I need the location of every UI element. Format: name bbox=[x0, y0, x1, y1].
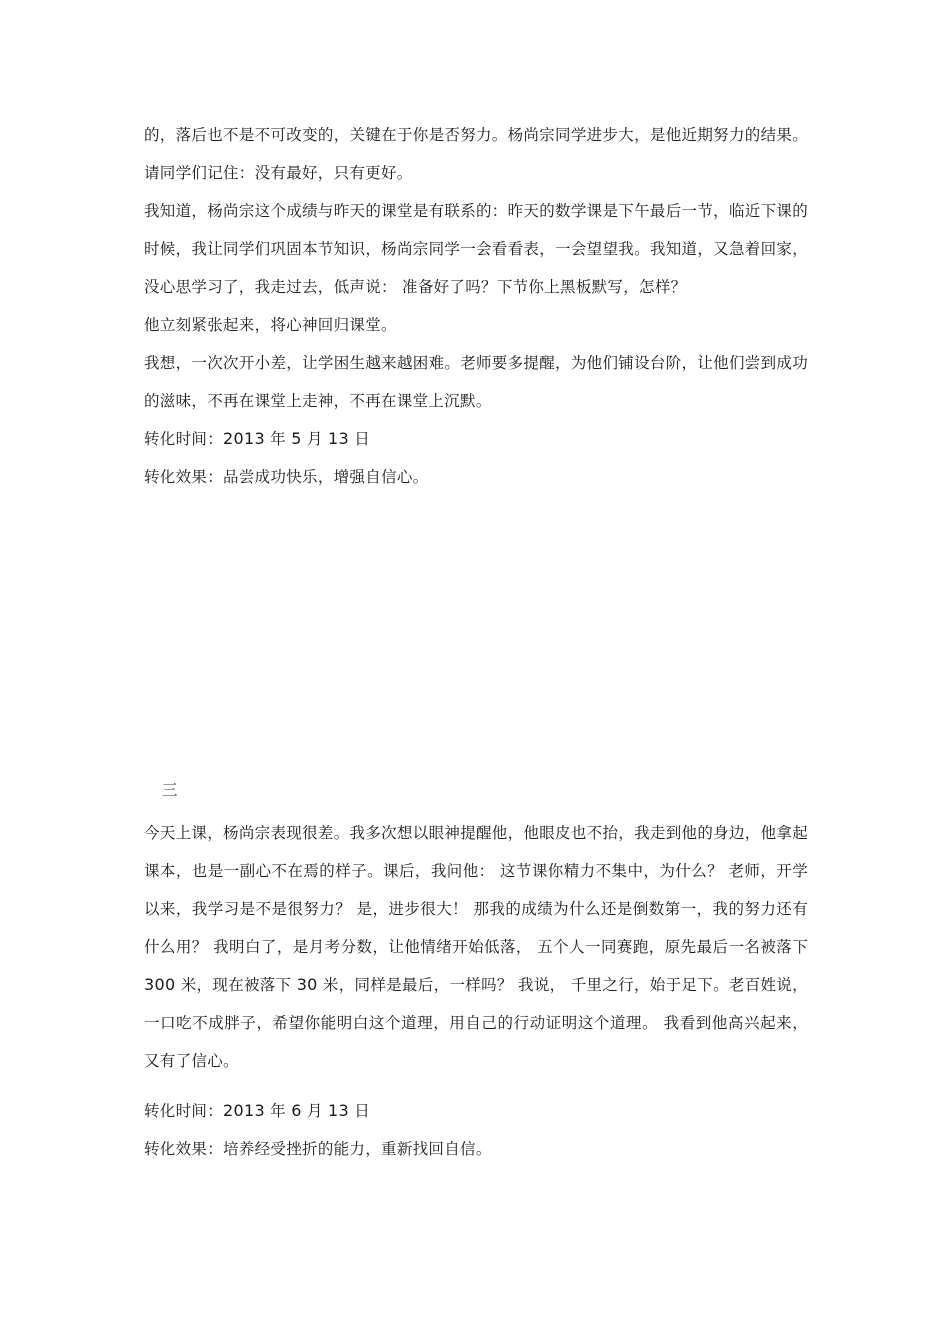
conversion-year: 2013 bbox=[223, 1101, 265, 1120]
conversion-time-2 bbox=[144, 1092, 370, 1130]
paragraph-text-part1: 今天上课，杨尚宗表现很差。我多次想以眼神提醒他，他眼皮也不抬，我走到他的身边，他拿起课本，也是一副心不在焉的样子。课后，我问他： 这节课你精力不集中，为什么？ 老师，开学以来，我学习是不是很努力？ 是，进步很大！ 那我的成绩为什么还是倒数第一，我的努力还有什么用？ 我明白了，是月考分数，让他情绪开始低落， 五个人一同赛跑，原先最后一名被落下 bbox=[144, 824, 808, 956]
section-heading-three: 三 bbox=[162, 781, 178, 799]
paragraph-poor-performance bbox=[144, 814, 808, 1080]
paragraph-text-part2: 米，现在被落下 bbox=[180, 976, 292, 994]
distance-value-300: 300 bbox=[144, 975, 176, 994]
paragraph-teacher-reflection: 我想，一次次开小差，让学困生越来越困难。老师要多提醒，为他们铺设台阶，让他们尝到成功的滋味，不再在课堂上走神，不再在课堂上沉默。 bbox=[144, 354, 808, 410]
conversion-effect-label: 转化效果： bbox=[144, 1140, 224, 1158]
conversion-effect-label: 转化效果： bbox=[144, 468, 224, 486]
paragraph-progress-conclusion: 的，落后也不是不可改变的，关键在于你是否努力。杨尚宗同学进步大，是他近期努力的结果。请同学们记住：没有最好，只有更好。 bbox=[144, 126, 808, 182]
conversion-year-unit: 年 bbox=[270, 430, 286, 448]
paragraph-text-part3: 米，同样是最后，一样吗？ 我说， 千里之行，始于足下。老百姓说，一口吃不成胖子，希望你能明白这个道理，用自己的行动证明这个道理。 我看到他高兴起来，又有了信心。 bbox=[144, 976, 808, 1070]
paragraph-attention-return: 他立刻紧张起来，将心神回归课堂。 bbox=[144, 316, 397, 334]
conversion-time-label: 转化时间： bbox=[144, 430, 224, 448]
conversion-effect-text: 培养经受挫折的能力，重新找回自信。 bbox=[223, 1140, 492, 1158]
conversion-day: 13 bbox=[327, 429, 349, 448]
conversion-year: 2013 bbox=[223, 429, 265, 448]
distance-value-30: 30 bbox=[296, 975, 318, 994]
conversion-time-1 bbox=[144, 420, 370, 458]
conversion-month-unit: 月 bbox=[306, 1102, 323, 1120]
conversion-day: 13 bbox=[327, 1101, 349, 1120]
conversion-year-unit: 年 bbox=[270, 1102, 286, 1120]
paragraph-classroom-story: 我知道，杨尚宗这个成绩与昨天的课堂是有联系的：昨天的数学课是下午最后一节，临近下课的时候，我让同学们巩固本节知识，杨尚宗同学一会看看表，一会望望我。我知道，又急着回家，没心思学习了，我走过去，低声说： 准备好了吗？下节你上黑板默写，怎样？ bbox=[144, 202, 808, 296]
conversion-effect-1 bbox=[144, 458, 428, 496]
conversion-day-unit: 日 bbox=[354, 1102, 370, 1120]
conversion-effect-2 bbox=[144, 1130, 492, 1168]
conversion-time-label: 转化时间： bbox=[144, 1102, 224, 1120]
conversion-effect-text: 品尝成功快乐，增强自信心。 bbox=[223, 468, 429, 486]
conversion-month: 5 bbox=[291, 429, 302, 448]
conversion-day-unit: 日 bbox=[354, 430, 370, 448]
conversion-month-unit: 月 bbox=[306, 430, 323, 448]
conversion-month: 6 bbox=[291, 1101, 302, 1120]
